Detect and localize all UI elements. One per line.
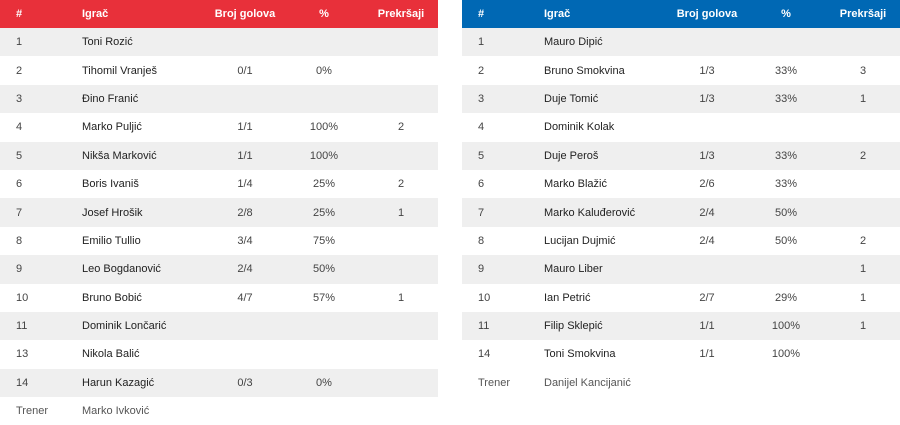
player-goals <box>206 85 284 113</box>
player-row <box>462 56 900 84</box>
player-number: 7 <box>462 198 544 226</box>
player-number: 11 <box>0 312 82 340</box>
player-number: 9 <box>462 255 544 283</box>
player-number: 6 <box>0 170 82 198</box>
player-goals: 2/4 <box>668 198 746 226</box>
player-percent: 100% <box>284 113 364 141</box>
home-team-table <box>0 0 438 425</box>
player-name: Josef Hrošik <box>82 198 206 226</box>
player-number: 13 <box>0 340 82 368</box>
header-percent: % <box>746 0 826 28</box>
player-name: Marko Kaluđerović <box>544 198 668 226</box>
player-row <box>462 198 900 226</box>
player-percent: 100% <box>746 340 826 368</box>
player-fouls: 2 <box>364 170 438 198</box>
player-goals: 1/1 <box>668 340 746 368</box>
player-name: Duje Peroš <box>544 142 668 170</box>
player-row <box>0 56 438 84</box>
player-name: Lucijan Dujmić <box>544 227 668 255</box>
player-fouls: 1 <box>364 284 438 312</box>
player-percent <box>746 255 826 283</box>
player-row <box>462 227 900 255</box>
away-team-table <box>462 0 900 397</box>
home-header-row <box>0 0 438 28</box>
player-name: Emilio Tullio <box>82 227 206 255</box>
player-goals: 1/3 <box>668 56 746 84</box>
player-name: Ian Petrić <box>544 284 668 312</box>
player-percent: 0% <box>284 56 364 84</box>
coach-name: Marko Ivković <box>82 397 438 425</box>
player-number: 14 <box>0 369 82 397</box>
player-fouls: 1 <box>826 284 900 312</box>
player-number: 2 <box>462 56 544 84</box>
player-fouls: 1 <box>826 312 900 340</box>
player-name: Harun Kazagić <box>82 369 206 397</box>
player-goals <box>206 340 284 368</box>
player-number: 14 <box>462 340 544 368</box>
player-percent <box>284 28 364 56</box>
player-goals <box>668 28 746 56</box>
player-fouls <box>364 255 438 283</box>
player-number: 10 <box>0 284 82 312</box>
player-number: 7 <box>0 198 82 226</box>
header-goals: Broj golova <box>668 0 746 28</box>
player-percent <box>284 85 364 113</box>
player-name: Đino Franić <box>82 85 206 113</box>
player-percent: 25% <box>284 170 364 198</box>
player-goals: 3/4 <box>206 227 284 255</box>
player-percent: 50% <box>746 198 826 226</box>
player-name: Mauro Dipić <box>544 28 668 56</box>
player-name: Mauro Liber <box>544 255 668 283</box>
player-row <box>462 28 900 56</box>
player-goals <box>206 312 284 340</box>
player-percent: 75% <box>284 227 364 255</box>
player-number: 3 <box>0 85 82 113</box>
player-row <box>462 170 900 198</box>
player-name: Tihomil Vranješ <box>82 56 206 84</box>
player-fouls <box>826 113 900 141</box>
header-player: Igrač <box>544 0 668 28</box>
player-row <box>462 255 900 283</box>
player-fouls: 1 <box>826 85 900 113</box>
player-name: Marko Puljić <box>82 113 206 141</box>
player-goals: 1/1 <box>668 312 746 340</box>
player-fouls: 1 <box>364 198 438 226</box>
player-name: Boris Ivaniš <box>82 170 206 198</box>
coach-label: Trener <box>0 397 82 425</box>
player-row <box>462 113 900 141</box>
player-fouls <box>364 340 438 368</box>
player-row <box>462 85 900 113</box>
player-name: Leo Bogdanović <box>82 255 206 283</box>
player-row <box>0 255 438 283</box>
player-goals: 2/4 <box>668 227 746 255</box>
player-fouls <box>364 312 438 340</box>
player-number: 5 <box>462 142 544 170</box>
player-percent <box>746 113 826 141</box>
coach-row <box>462 369 900 397</box>
player-row <box>462 142 900 170</box>
player-goals: 2/8 <box>206 198 284 226</box>
player-fouls <box>364 28 438 56</box>
player-percent: 100% <box>746 312 826 340</box>
player-percent: 100% <box>284 142 364 170</box>
player-goals: 1/4 <box>206 170 284 198</box>
player-goals <box>668 113 746 141</box>
player-number: 8 <box>0 227 82 255</box>
player-fouls <box>826 28 900 56</box>
player-number: 3 <box>462 85 544 113</box>
player-percent: 57% <box>284 284 364 312</box>
player-row <box>0 142 438 170</box>
player-goals: 1/3 <box>668 142 746 170</box>
player-number: 9 <box>0 255 82 283</box>
header-player: Igrač <box>82 0 206 28</box>
player-goals: 1/1 <box>206 142 284 170</box>
player-row <box>0 85 438 113</box>
player-number: 5 <box>0 142 82 170</box>
player-percent: 0% <box>284 369 364 397</box>
player-row <box>0 312 438 340</box>
player-goals <box>668 255 746 283</box>
player-row <box>0 340 438 368</box>
player-fouls: 3 <box>826 56 900 84</box>
player-fouls: 1 <box>826 255 900 283</box>
player-row <box>0 170 438 198</box>
player-name: Duje Tomić <box>544 85 668 113</box>
player-number: 10 <box>462 284 544 312</box>
player-number: 1 <box>462 28 544 56</box>
player-percent: 29% <box>746 284 826 312</box>
player-percent: 25% <box>284 198 364 226</box>
player-percent <box>746 28 826 56</box>
player-name: Bruno Smokvina <box>544 56 668 84</box>
player-row <box>462 340 900 368</box>
player-name: Filip Sklepić <box>544 312 668 340</box>
player-number: 8 <box>462 227 544 255</box>
player-row <box>0 227 438 255</box>
player-percent <box>284 340 364 368</box>
coach-label: Trener <box>462 369 544 397</box>
player-percent: 33% <box>746 56 826 84</box>
player-number: 4 <box>0 113 82 141</box>
player-goals: 2/6 <box>668 170 746 198</box>
player-percent: 33% <box>746 142 826 170</box>
player-fouls: 2 <box>826 227 900 255</box>
player-percent: 50% <box>284 255 364 283</box>
header-fouls: Prekršaji <box>364 0 438 28</box>
player-name: Toni Smokvina <box>544 340 668 368</box>
player-fouls <box>364 369 438 397</box>
player-name: Marko Blažić <box>544 170 668 198</box>
player-goals: 0/3 <box>206 369 284 397</box>
player-goals: 1/3 <box>668 85 746 113</box>
player-number: 11 <box>462 312 544 340</box>
player-goals: 1/1 <box>206 113 284 141</box>
player-fouls <box>364 85 438 113</box>
player-goals: 4/7 <box>206 284 284 312</box>
player-goals: 2/7 <box>668 284 746 312</box>
player-row <box>462 284 900 312</box>
player-goals: 0/1 <box>206 56 284 84</box>
header-number: # <box>462 0 544 28</box>
player-name: Bruno Bobić <box>82 284 206 312</box>
player-name: Nikola Balić <box>82 340 206 368</box>
player-number: 4 <box>462 113 544 141</box>
player-fouls: 2 <box>364 113 438 141</box>
coach-name: Danijel Kancijanić <box>544 369 900 397</box>
player-fouls <box>826 340 900 368</box>
player-fouls <box>364 142 438 170</box>
header-percent: % <box>284 0 364 28</box>
player-row <box>0 284 438 312</box>
player-percent: 33% <box>746 85 826 113</box>
coach-row <box>0 397 438 425</box>
player-row <box>0 113 438 141</box>
player-row <box>0 369 438 397</box>
player-fouls: 2 <box>826 142 900 170</box>
player-name: Dominik Kolak <box>544 113 668 141</box>
header-goals: Broj golova <box>206 0 284 28</box>
player-number: 2 <box>0 56 82 84</box>
player-goals <box>206 28 284 56</box>
player-fouls <box>826 170 900 198</box>
player-percent: 33% <box>746 170 826 198</box>
player-name: Dominik Lončarić <box>82 312 206 340</box>
player-number: 1 <box>0 28 82 56</box>
away-header-row <box>462 0 900 28</box>
player-goals: 2/4 <box>206 255 284 283</box>
player-fouls <box>364 56 438 84</box>
player-row <box>0 198 438 226</box>
player-name: Toni Rozić <box>82 28 206 56</box>
header-number: # <box>0 0 82 28</box>
player-name: Nikša Marković <box>82 142 206 170</box>
player-row <box>0 28 438 56</box>
player-row <box>462 312 900 340</box>
player-percent <box>284 312 364 340</box>
header-fouls: Prekršaji <box>826 0 900 28</box>
player-number: 6 <box>462 170 544 198</box>
player-fouls <box>364 227 438 255</box>
player-fouls <box>826 198 900 226</box>
player-percent: 50% <box>746 227 826 255</box>
